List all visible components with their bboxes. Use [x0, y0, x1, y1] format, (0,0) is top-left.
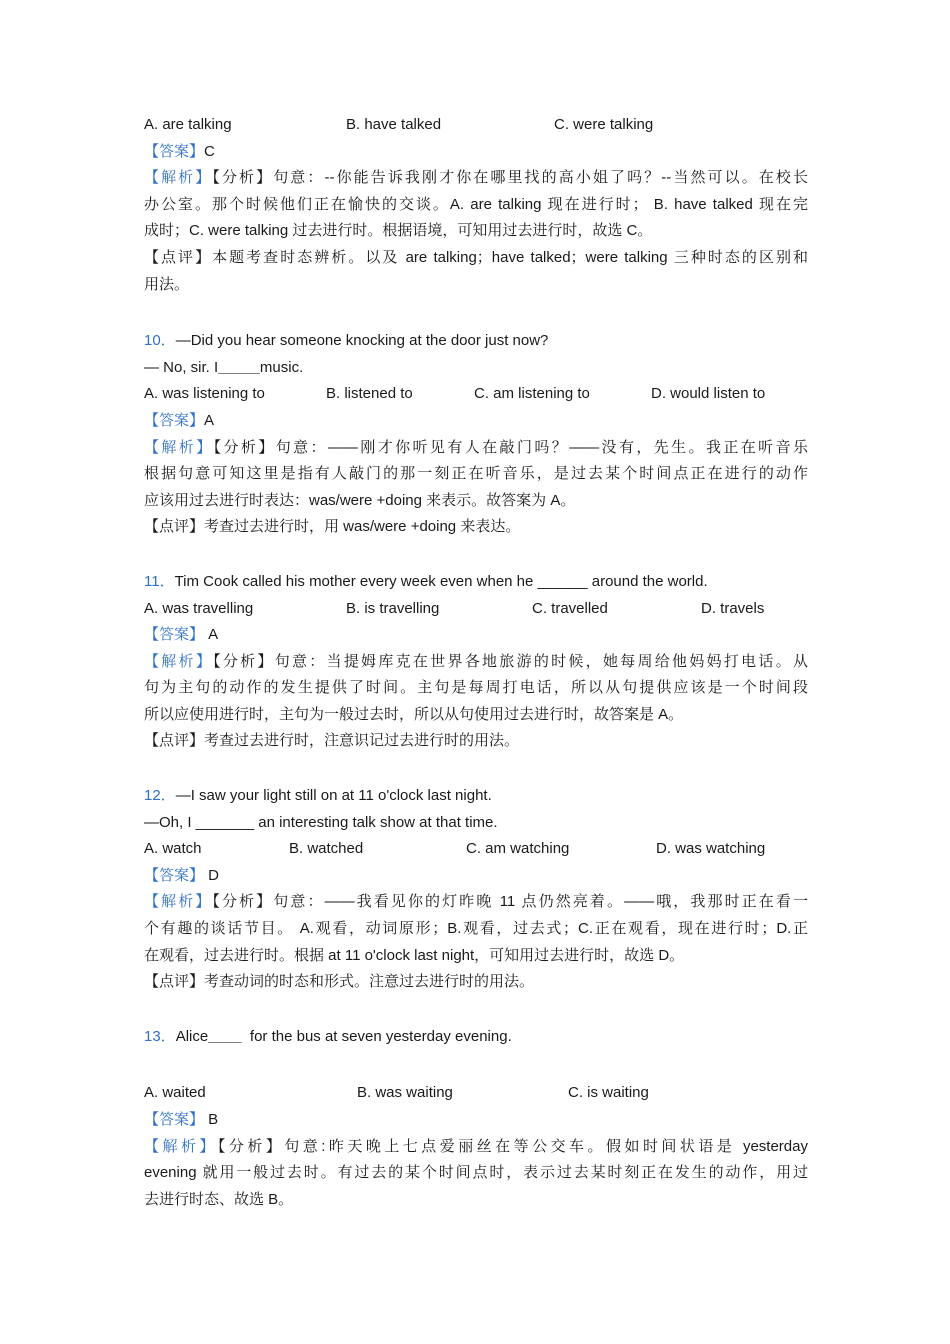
- analysis-text: 【分析】句意：——我看见你的灯昨晚 11 点仍然亮着。——哦，我那时正在看一: [212, 893, 808, 911]
- option-c: C. am watching: [466, 840, 570, 858]
- answer-tag: 【答案】: [144, 626, 205, 644]
- answer-value: C: [204, 142, 215, 160]
- question-stem-line2: —Oh, I _______ an interesting talk show at that time.: [144, 813, 498, 831]
- answer-value: D: [204, 866, 220, 884]
- analysis-line: 根据句意可知这里是指有人敲门的那一刻正在听音乐，是过去某个时间点正在进行的动作: [144, 465, 808, 483]
- analysis-line: [144, 649, 808, 676]
- answer-line: [144, 408, 808, 435]
- analysis-text: 【分析】句意:昨天晚上七点爱丽丝在等公交车。假如时间状语是 yesterday: [217, 1137, 808, 1155]
- analysis-line: 成时；C. were talking 过去进行时。根据语境，可知用过去进行时，故选 C。: [144, 222, 653, 240]
- analysis-tag: 【解析】: [144, 1137, 218, 1155]
- analysis-line: [144, 889, 808, 916]
- question-number: 10．: [144, 332, 176, 350]
- analysis-line: 去进行时态、故选 B。: [144, 1190, 294, 1208]
- analysis-line: [144, 165, 808, 192]
- analysis-line: 应该用过去进行时表达：was/were +doing 来表示。故答案为 A。: [144, 491, 576, 509]
- question-stem: [144, 1024, 808, 1051]
- question-number: 13．: [144, 1027, 176, 1045]
- page-content: [144, 112, 808, 1213]
- option-d: D. would listen to: [651, 385, 766, 403]
- answer-tag: 【答案】: [144, 1111, 205, 1128]
- question-stem-line2: [144, 355, 808, 382]
- option-a: A. watch: [144, 840, 202, 858]
- option-a: A. was travelling: [144, 599, 254, 617]
- analysis-tag: 【解析】: [144, 438, 214, 456]
- analysis-text: 【分析】句意：--你能告诉我刚才你在哪里找的高小姐了吗？--当然可以。在校长: [212, 169, 808, 187]
- answer-tag: 【答案】: [144, 411, 205, 429]
- answer-line: [144, 1107, 808, 1134]
- option-b: B. listened to: [326, 385, 413, 403]
- analysis-line: 在观看，过去进行时。根据 at 11 o'clock last night，可知用过去进行时，故选 D。: [144, 946, 685, 964]
- answer-line: [144, 139, 808, 166]
- answer-blank: _____: [218, 358, 260, 376]
- answer-tag: 【答案】: [144, 866, 205, 884]
- option-a: A. waited: [144, 1084, 206, 1102]
- options-row: [144, 1080, 808, 1107]
- comment-line: 【点评】本题考查时态辨析。以及 are talking；have talked；were talking 三种时态的区别和: [144, 248, 808, 266]
- question-text: for the bus at seven yesterday evening.: [241, 1027, 512, 1045]
- option-c: C. is waiting: [568, 1084, 649, 1102]
- option-a: A. are talking: [144, 116, 232, 133]
- option-d: D. travels: [701, 599, 765, 617]
- option-c: C. travelled: [532, 599, 608, 617]
- question-number: 11．: [144, 572, 175, 590]
- analysis-tag: 【解析】: [144, 169, 213, 187]
- answer-value: A: [204, 411, 215, 429]
- stem-text: — No, sir. I: [144, 358, 219, 376]
- options-row: [144, 112, 808, 139]
- option-b: B. is travelling: [346, 599, 440, 617]
- options-row: [144, 836, 808, 863]
- question-text: —Did you hear someone knocking at the door just now?: [175, 332, 549, 350]
- option-b: B. was waiting: [357, 1084, 453, 1102]
- analysis-line: [144, 435, 808, 462]
- analysis-line: [144, 1134, 808, 1161]
- options-row: [144, 381, 808, 408]
- option-d: D. was watching: [656, 840, 766, 858]
- option-c: C. were talking: [554, 116, 654, 133]
- question-stem: [144, 569, 808, 596]
- analysis-line: 句为主句的动作的发生提供了时间。主句是每周打电话，所以从句提供应该是一个时间段: [144, 679, 808, 697]
- answer-tag: 【答案】: [144, 142, 205, 160]
- analysis-text: 【分析】句意：——刚才你听见有人在敲门吗？——没有，先生。我正在听音乐: [213, 438, 808, 456]
- option-b: B. have talked: [346, 116, 442, 133]
- option-c: C. am listening to: [474, 385, 590, 403]
- question-text: Tim Cook called his mother every week even when he ______ around the world.: [174, 572, 708, 590]
- analysis-line: evening 就用一般过去时。有过去的某个时间点时，表示过去某时刻正在发生的动作，用过: [144, 1164, 808, 1182]
- analysis-text: 【分析】句意：当提姆库克在世界各地旅游的时候，她每周给他妈妈打电话。从: [213, 652, 808, 670]
- comment-line: 【点评】考查过去进行时，注意识记过去进行时的用法。: [144, 732, 520, 750]
- question-stem: [144, 783, 808, 810]
- comment-line: 【点评】考查动词的时态和形式。注意过去进行时的用法。: [144, 973, 535, 991]
- comment-line: 【点评】考查过去进行时，用 was/were +doing 来表达。: [144, 518, 521, 536]
- answer-value: B: [204, 1111, 219, 1128]
- option-a: A. was listening to: [144, 385, 265, 403]
- analysis-line: 个有趣的谈话节目。 A.观看，动词原形；B.观看，过去式；C.正在观看，现在进行时；D.正: [144, 920, 808, 938]
- analysis-line: 办公室。那个时候他们正在愉快的交谈。A. are talking 现在进行时； B. have talked 现在完: [144, 195, 808, 213]
- options-row: [144, 596, 808, 623]
- analysis-tag: 【解析】: [144, 652, 214, 670]
- analysis-line: 所以应使用进行时，主句为一般过去时，所以从句使用过去进行时，故答案是 A。: [144, 705, 684, 723]
- answer-value: A: [204, 626, 219, 644]
- question-text: Alice: [175, 1027, 209, 1045]
- question-text: —I saw your light still on at 11 o'clock last night.: [175, 787, 492, 805]
- answer-blank: ____: [208, 1027, 242, 1045]
- analysis-tag: 【解析】: [144, 893, 213, 911]
- answer-line: [144, 622, 808, 649]
- question-stem: [144, 328, 808, 355]
- option-b: B. watched: [289, 840, 364, 858]
- answer-line: [144, 863, 808, 890]
- comment-line: 用法。: [144, 275, 190, 293]
- stem-text: music.: [259, 358, 304, 376]
- question-number: 12．: [144, 787, 176, 805]
